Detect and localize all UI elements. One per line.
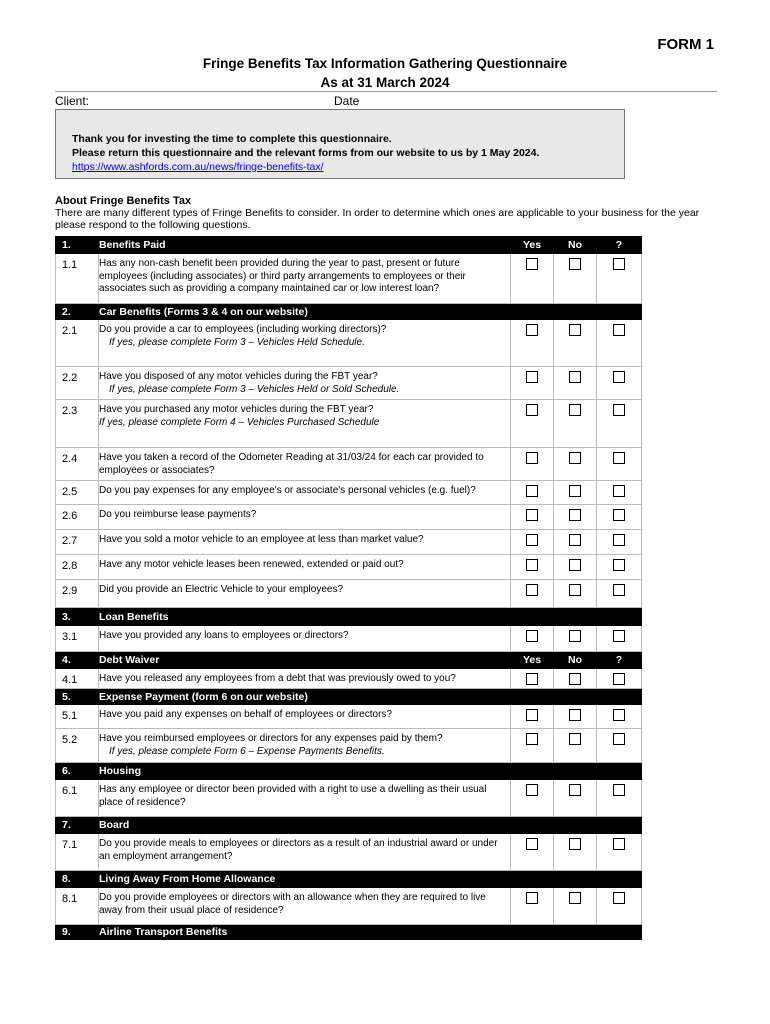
no-checkbox[interactable]: [569, 630, 581, 642]
section-number: 3.: [56, 608, 99, 626]
question-text: Have you sold a motor vehicle to an employee at less than market value?: [99, 534, 424, 545]
question-row: [56, 834, 642, 871]
yes-checkbox[interactable]: [526, 838, 538, 850]
question-row: [56, 705, 642, 729]
question-number: 2.7: [56, 530, 99, 555]
yes-cell: [511, 555, 554, 580]
no-cell: [554, 400, 597, 448]
question-cell: [99, 669, 511, 689]
unsure-cell: [597, 729, 642, 763]
question-text: Do you provide meals to employees or directors as a result of an industrial award or under an employment arrangement?: [99, 838, 498, 862]
yes-checkbox[interactable]: [526, 404, 538, 416]
question-text: Has any employee or director been provided with a right to use a dwelling as their usual place of residence?: [99, 784, 487, 808]
yes-cell: [511, 669, 554, 689]
question-row: [56, 888, 642, 925]
question-cell: [99, 530, 511, 555]
no-cell: [554, 320, 597, 367]
no-column-header: [554, 689, 597, 705]
yes-column-header: Yes: [511, 652, 554, 669]
question-row: [56, 530, 642, 555]
yes-checkbox[interactable]: [526, 784, 538, 796]
no-checkbox[interactable]: [569, 709, 581, 721]
yes-column-header: [511, 763, 554, 780]
notice-return-text: Please return this questionnaire and the relevant forms from our website to us by 1 May 2024.: [72, 147, 540, 159]
yes-column-header: [511, 817, 554, 834]
question-cell: [99, 448, 511, 481]
no-cell: [554, 481, 597, 505]
section-header: [56, 871, 642, 888]
section-number: 2.: [56, 304, 99, 320]
question-number: 4.1: [56, 669, 99, 689]
question-row: [56, 505, 642, 530]
no-checkbox[interactable]: [569, 404, 581, 416]
no-checkbox[interactable]: [569, 371, 581, 383]
yes-column-header: [511, 689, 554, 705]
yes-cell: [511, 254, 554, 304]
question-number: 2.9: [56, 580, 99, 608]
unsure-checkbox[interactable]: [613, 892, 625, 904]
yes-checkbox[interactable]: [526, 733, 538, 745]
unsure-checkbox[interactable]: [613, 559, 625, 571]
no-checkbox[interactable]: [569, 838, 581, 850]
section-header: [56, 689, 642, 705]
about-paragraph: There are many different types of Fringe Benefits to consider. In order to determine which ones are applicable to your business for the year please respond to the following questions.: [55, 207, 700, 231]
question-cell: [99, 481, 511, 505]
yes-checkbox[interactable]: [526, 452, 538, 464]
date-field-label: Date: [334, 94, 360, 108]
question-cell: [99, 580, 511, 608]
no-cell: [554, 555, 597, 580]
no-cell: [554, 505, 597, 530]
question-text: Did you provide an Electric Vehicle to your employees?: [99, 584, 344, 595]
question-cell: [99, 705, 511, 729]
unsure-column-header: [597, 608, 642, 626]
question-cell: [99, 729, 511, 763]
no-cell: [554, 834, 597, 871]
yes-cell: [511, 320, 554, 367]
question-row: [56, 448, 642, 481]
section-title: Living Away From Home Allowance: [99, 871, 511, 888]
no-column-header: [554, 763, 597, 780]
section-header: [56, 608, 642, 626]
question-row: [56, 320, 642, 367]
unsure-column-header: [597, 763, 642, 780]
no-column-header: [554, 817, 597, 834]
question-text: Do you pay expenses for any employee's or associate's personal vehicles (e.g. fuel)?: [99, 485, 476, 496]
section-number: 4.: [56, 652, 99, 669]
unsure-cell: [597, 834, 642, 871]
no-checkbox[interactable]: [569, 784, 581, 796]
yes-checkbox[interactable]: [526, 485, 538, 497]
unsure-checkbox[interactable]: [613, 784, 625, 796]
question-note: If yes, please complete Form 6 – Expense Payments Benefits.: [109, 745, 385, 757]
yes-cell: [511, 481, 554, 505]
no-column-header: [554, 925, 597, 940]
question-row: [56, 481, 642, 505]
question-cell: [99, 626, 511, 652]
unsure-cell: [597, 367, 642, 400]
unsure-column-header: ?: [597, 652, 642, 669]
question-text: Have you reimbursed employees or directors for any expenses paid by them?: [99, 733, 443, 744]
question-number: 2.5: [56, 481, 99, 505]
unsure-checkbox[interactable]: [613, 324, 625, 336]
yes-checkbox[interactable]: [526, 584, 538, 596]
instructions-box: [55, 109, 625, 179]
no-cell: [554, 729, 597, 763]
yes-cell: [511, 400, 554, 448]
no-cell: [554, 254, 597, 304]
section-header: [56, 925, 642, 940]
unsure-cell: [597, 555, 642, 580]
unsure-cell: [597, 320, 642, 367]
no-cell: [554, 626, 597, 652]
yes-column-header: Yes: [511, 237, 554, 254]
no-checkbox[interactable]: [569, 258, 581, 270]
unsure-checkbox[interactable]: [613, 630, 625, 642]
section-title: Debt Waiver: [99, 652, 511, 669]
questionnaire-table: [55, 236, 642, 940]
yes-checkbox[interactable]: [526, 509, 538, 521]
unsure-cell: [597, 400, 642, 448]
no-checkbox[interactable]: [569, 892, 581, 904]
section-number: 5.: [56, 689, 99, 705]
section-title: Car Benefits (Forms 3 & 4 on our website): [99, 304, 511, 320]
question-text: Do you provide employees or directors with an allowance when they are required to live away from their usual place of residence?: [99, 892, 486, 916]
form-number-label: FORM 1: [657, 36, 714, 53]
section-title: Benefits Paid: [99, 237, 511, 254]
notice-thanks-text: Thank you for investing the time to complete this questionnaire.: [72, 133, 392, 145]
yes-cell: [511, 580, 554, 608]
question-number: 2.3: [56, 400, 99, 448]
no-column-header: [554, 871, 597, 888]
section-number: 6.: [56, 763, 99, 780]
question-number: 8.1: [56, 888, 99, 925]
question-row: [56, 669, 642, 689]
no-checkbox[interactable]: [569, 584, 581, 596]
unsure-cell: [597, 888, 642, 925]
unsure-cell: [597, 530, 642, 555]
yes-checkbox[interactable]: [526, 371, 538, 383]
question-number: 2.4: [56, 448, 99, 481]
no-cell: [554, 367, 597, 400]
question-text: Have you disposed of any motor vehicles during the FBT year?: [99, 371, 378, 382]
yes-checkbox[interactable]: [526, 892, 538, 904]
no-checkbox[interactable]: [569, 324, 581, 336]
document-title: Fringe Benefits Tax Information Gathering Questionnaire: [202, 56, 568, 71]
header-divider: [55, 91, 717, 92]
no-column-header: No: [554, 652, 597, 669]
no-column-header: [554, 608, 597, 626]
section-title: Expense Payment (form 6 on our website): [99, 689, 511, 705]
question-number: 2.8: [56, 555, 99, 580]
unsure-checkbox[interactable]: [613, 733, 625, 745]
no-checkbox[interactable]: [569, 509, 581, 521]
no-checkbox[interactable]: [569, 485, 581, 497]
no-cell: [554, 780, 597, 817]
yes-checkbox[interactable]: [526, 709, 538, 721]
section-title: Board: [99, 817, 511, 834]
unsure-cell: [597, 448, 642, 481]
question-text: Have any motor vehicle leases been renewed, extended or paid out?: [99, 559, 404, 570]
question-text: Has any non-cash benefit been provided during the year to past, present or future employees (including associates) or third party arrangements to employees or their associates such as providing a company maintained car or low interest loan?: [99, 258, 466, 294]
question-note: If yes, please complete Form 3 – Vehicles Held or Sold Schedule.: [109, 383, 400, 395]
question-row: [56, 367, 642, 400]
question-note: If yes, please complete Form 4 – Vehicles Purchased Schedule: [99, 416, 380, 428]
section-number: 8.: [56, 871, 99, 888]
section-header: [56, 304, 642, 320]
question-cell: [99, 780, 511, 817]
section-title: Loan Benefits: [99, 608, 511, 626]
question-cell: [99, 555, 511, 580]
yes-cell: [511, 780, 554, 817]
yes-cell: [511, 367, 554, 400]
no-checkbox[interactable]: [569, 534, 581, 546]
question-number: 5.1: [56, 705, 99, 729]
question-cell: [99, 834, 511, 871]
unsure-checkbox[interactable]: [613, 404, 625, 416]
section-header: [56, 652, 642, 669]
no-cell: [554, 580, 597, 608]
question-row: [56, 254, 642, 304]
question-number: 2.1: [56, 320, 99, 367]
unsure-checkbox[interactable]: [613, 673, 625, 685]
yes-checkbox[interactable]: [526, 559, 538, 571]
question-cell: [99, 505, 511, 530]
unsure-checkbox[interactable]: [613, 838, 625, 850]
unsure-column-header: [597, 304, 642, 320]
unsure-column-header: [597, 817, 642, 834]
unsure-cell: [597, 505, 642, 530]
section-title: Housing: [99, 763, 511, 780]
yes-cell: [511, 834, 554, 871]
yes-cell: [511, 448, 554, 481]
no-cell: [554, 705, 597, 729]
question-text: Have you purchased any motor vehicles during the FBT year?: [99, 404, 374, 415]
question-row: [56, 780, 642, 817]
question-text: Have you taken a record of the Odometer Reading at 31/03/24 for each car provided to employees or associates?: [99, 452, 484, 476]
question-cell: [99, 254, 511, 304]
yes-column-header: [511, 304, 554, 320]
document-subtitle: As at 31 March 2024: [320, 75, 450, 90]
question-number: 6.1: [56, 780, 99, 817]
yes-checkbox[interactable]: [526, 630, 538, 642]
question-cell: [99, 400, 511, 448]
section-number: 7.: [56, 817, 99, 834]
unsure-checkbox[interactable]: [613, 709, 625, 721]
unsure-cell: [597, 669, 642, 689]
yes-cell: [511, 505, 554, 530]
unsure-column-header: ?: [597, 237, 642, 254]
unsure-checkbox[interactable]: [613, 371, 625, 383]
question-row: [56, 555, 642, 580]
yes-checkbox[interactable]: [526, 324, 538, 336]
unsure-cell: [597, 580, 642, 608]
yes-cell: [511, 888, 554, 925]
question-text: Do you provide a car to employees (including working directors)?: [99, 324, 387, 335]
yes-cell: [511, 530, 554, 555]
no-checkbox[interactable]: [569, 452, 581, 464]
question-text: Have you paid any expenses on behalf of employees or directors?: [99, 709, 392, 720]
unsure-cell: [597, 481, 642, 505]
yes-column-header: [511, 608, 554, 626]
unsure-cell: [597, 254, 642, 304]
no-cell: [554, 448, 597, 481]
section-number: 1.: [56, 237, 99, 254]
yes-column-header: [511, 925, 554, 940]
unsure-column-header: [597, 689, 642, 705]
yes-checkbox[interactable]: [526, 534, 538, 546]
question-text: Have you released any employees from a debt that was previously owed to you?: [99, 673, 456, 684]
section-number: 9.: [56, 925, 99, 940]
question-cell: [99, 888, 511, 925]
about-heading: About Fringe Benefits Tax: [55, 195, 192, 207]
no-checkbox[interactable]: [569, 673, 581, 685]
question-note: If yes, please complete Form 3 – Vehicles Held Schedule.: [109, 336, 365, 348]
unsure-checkbox[interactable]: [613, 534, 625, 546]
question-cell: [99, 367, 511, 400]
no-column-header: [554, 304, 597, 320]
yes-cell: [511, 626, 554, 652]
no-checkbox[interactable]: [569, 733, 581, 745]
unsure-column-header: [597, 871, 642, 888]
unsure-checkbox[interactable]: [613, 584, 625, 596]
unsure-cell: [597, 626, 642, 652]
question-number: 2.6: [56, 505, 99, 530]
yes-checkbox[interactable]: [526, 673, 538, 685]
question-number: 3.1: [56, 626, 99, 652]
unsure-column-header: [597, 925, 642, 940]
client-field-label: Client:: [55, 94, 90, 108]
yes-column-header: [511, 871, 554, 888]
no-cell: [554, 530, 597, 555]
question-number: 5.2: [56, 729, 99, 763]
question-text: Have you provided any loans to employees or directors?: [99, 630, 349, 641]
unsure-checkbox[interactable]: [613, 452, 625, 464]
unsure-checkbox[interactable]: [613, 258, 625, 270]
unsure-checkbox[interactable]: [613, 485, 625, 497]
section-header: [56, 817, 642, 834]
question-text: Do you reimburse lease payments?: [99, 509, 257, 520]
question-number: 2.2: [56, 367, 99, 400]
unsure-cell: [597, 705, 642, 729]
section-header: [56, 763, 642, 780]
unsure-checkbox[interactable]: [613, 509, 625, 521]
yes-cell: [511, 705, 554, 729]
yes-cell: [511, 729, 554, 763]
section-header: [56, 237, 642, 254]
no-cell: [554, 669, 597, 689]
question-row: [56, 580, 642, 608]
section-title: Airline Transport Benefits: [99, 925, 511, 940]
question-cell: [99, 320, 511, 367]
question-number: 7.1: [56, 834, 99, 871]
no-checkbox[interactable]: [569, 559, 581, 571]
no-column-header: No: [554, 237, 597, 254]
question-row: [56, 729, 642, 763]
question-row: [56, 626, 642, 652]
website-link[interactable]: https://www.ashfords.com.au/news/fringe-benefits-tax/: [72, 161, 324, 173]
question-row: [56, 400, 642, 448]
question-number: 1.1: [56, 254, 99, 304]
no-cell: [554, 888, 597, 925]
unsure-cell: [597, 780, 642, 817]
yes-checkbox[interactable]: [526, 258, 538, 270]
